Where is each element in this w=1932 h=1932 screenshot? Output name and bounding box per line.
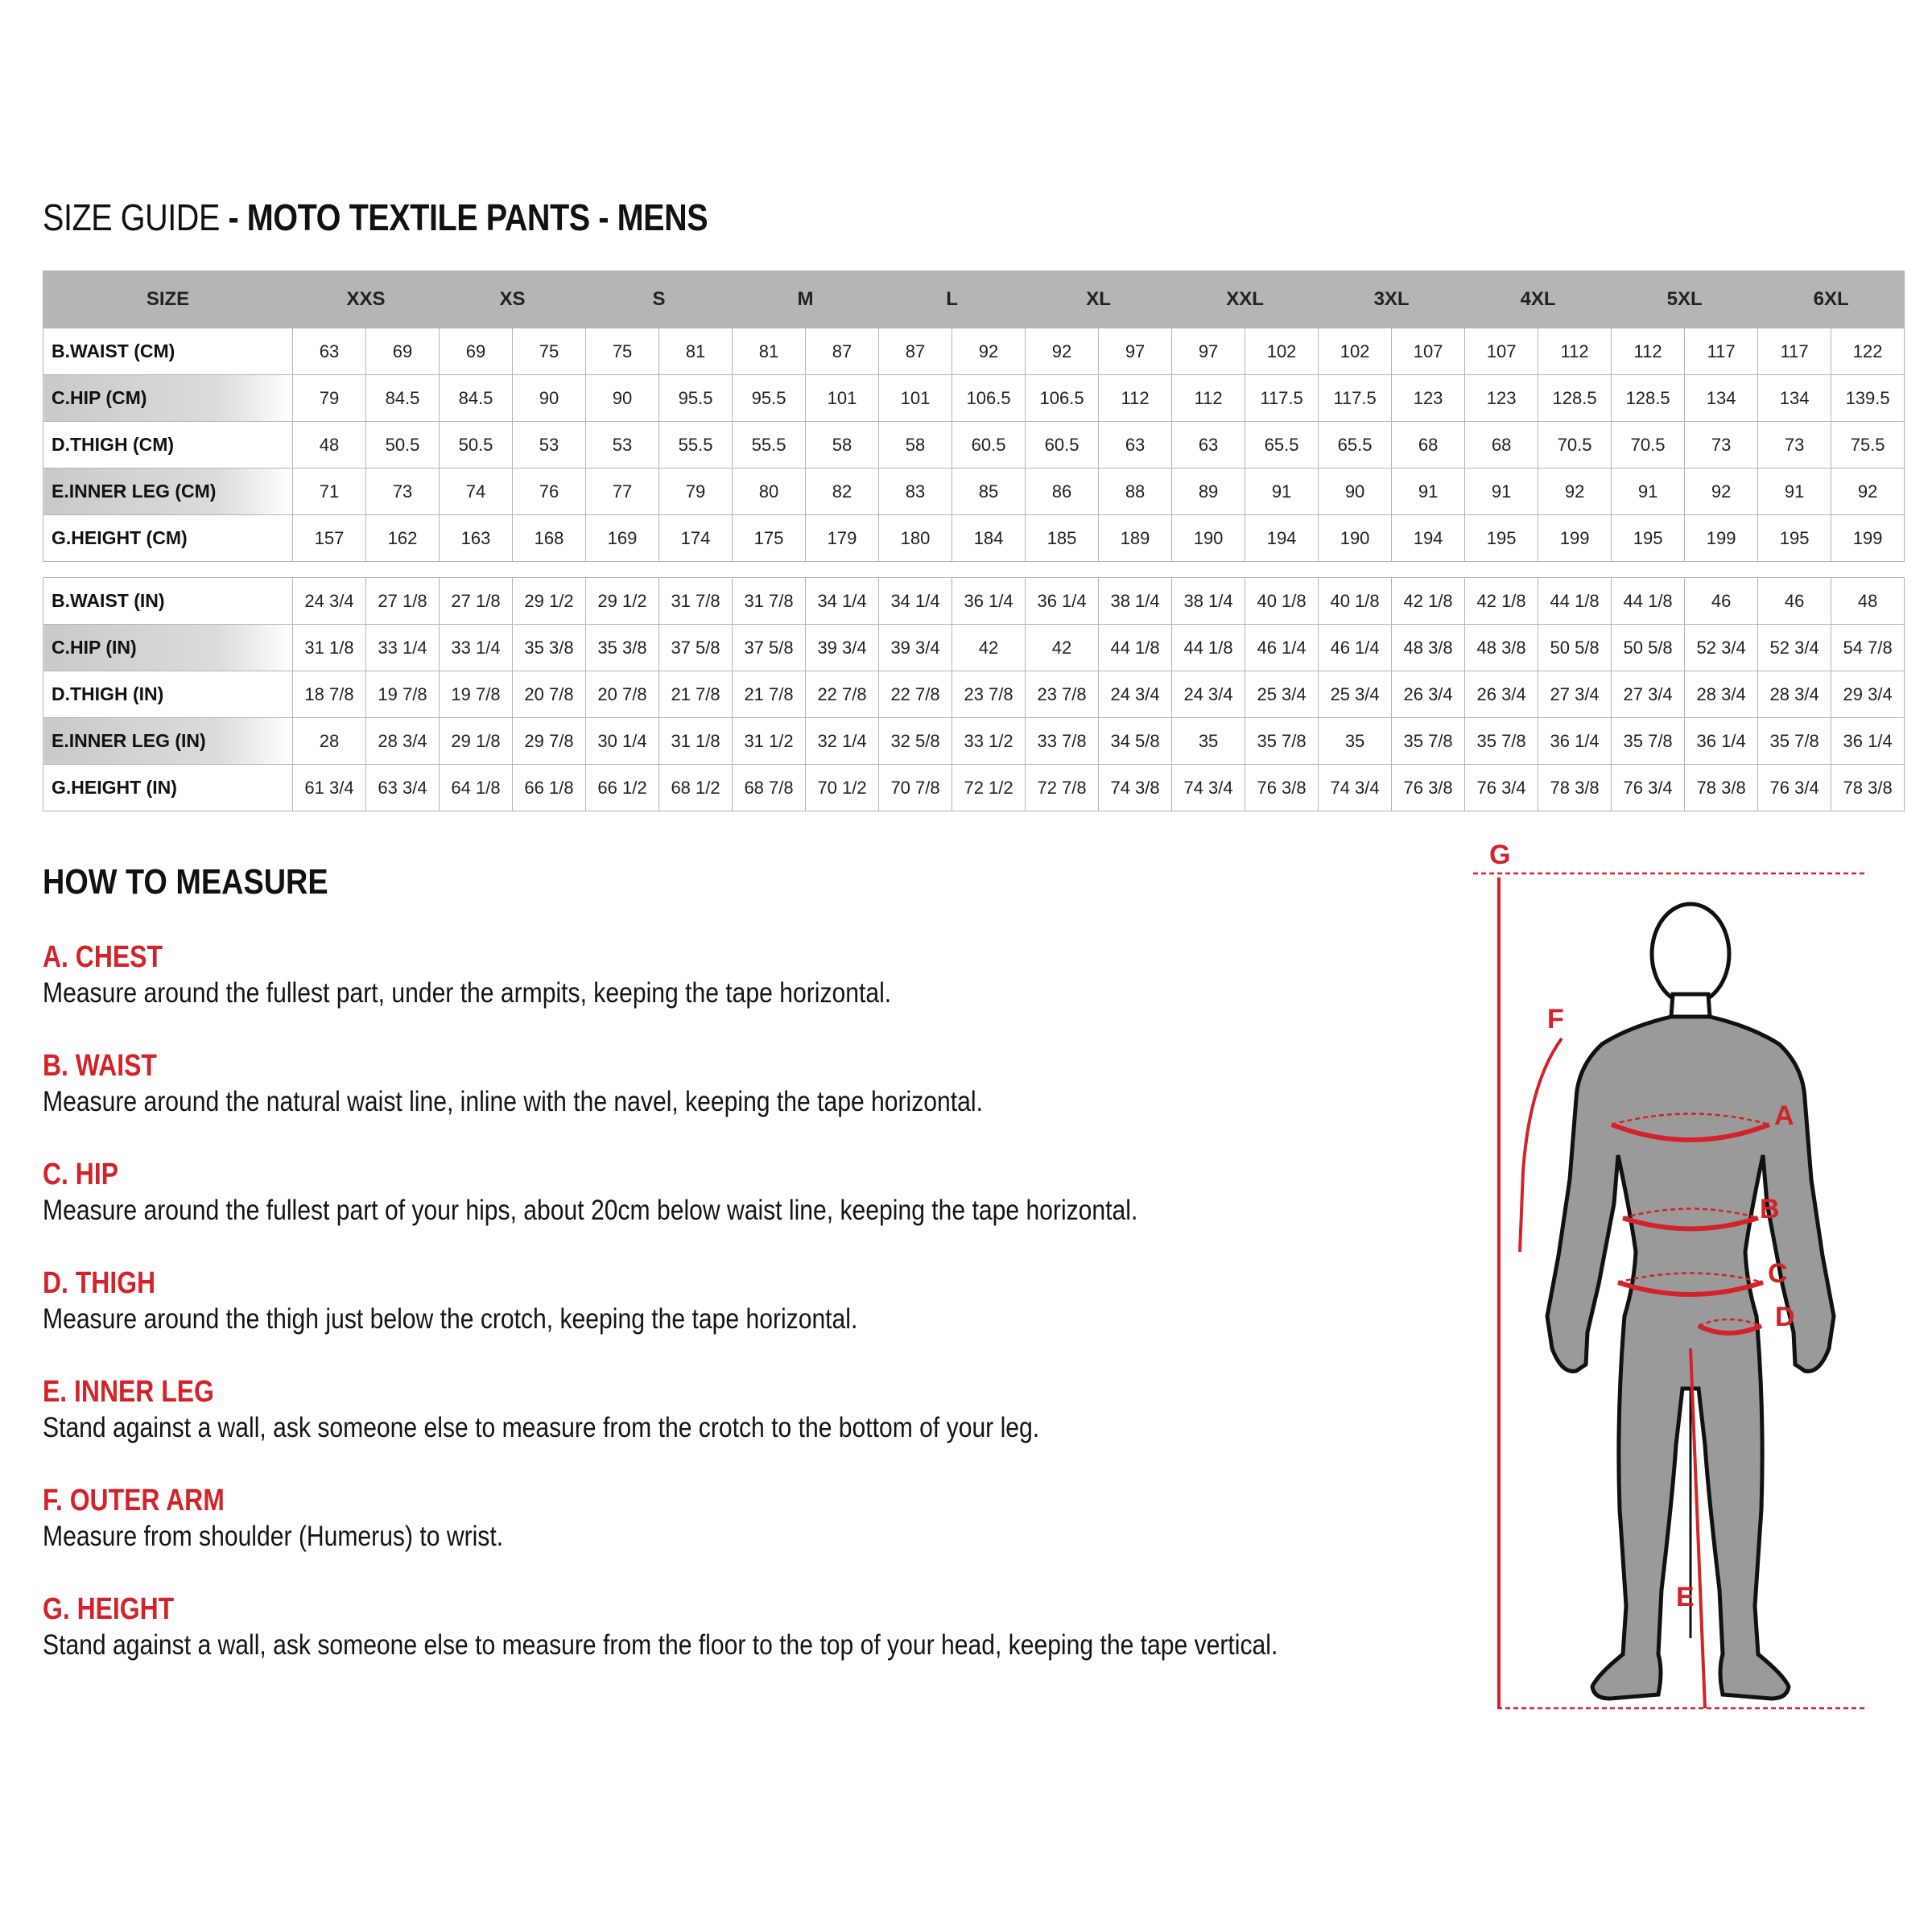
outer-arm-curve	[1520, 1038, 1562, 1252]
table-cell: 50 5/8	[1612, 625, 1685, 671]
table-cell: 25 3/4	[1245, 671, 1319, 718]
table-cell: 92	[1831, 469, 1905, 515]
table-cell: 28 3/4	[366, 718, 440, 765]
table-cell: 36 1/4	[1538, 718, 1612, 765]
table-cell: 34 1/4	[806, 578, 879, 625]
table-cell: 52 3/4	[1685, 625, 1758, 671]
table-cell: 23 7/8	[952, 671, 1026, 718]
table-cell: 195	[1758, 515, 1831, 562]
table-cell: 90	[1319, 469, 1392, 515]
table-cell: 20 7/8	[513, 671, 586, 718]
table-cell: 97	[1172, 328, 1245, 375]
table-cell: 34 5/8	[1099, 718, 1172, 765]
table-cell: 46	[1758, 578, 1831, 625]
table-cell: 38 1/4	[1172, 578, 1245, 625]
table-cell: 91	[1465, 469, 1538, 515]
table-cell: 68	[1392, 422, 1465, 469]
table-cell: 117	[1685, 328, 1758, 375]
table-cell: 88	[1099, 469, 1172, 515]
table-cell: 35 3/8	[513, 625, 586, 671]
table-cell: 70.5	[1538, 422, 1612, 469]
table-cell: 30 1/4	[586, 718, 659, 765]
table-cell: 28	[293, 718, 366, 765]
measure-item	[43, 1047, 1476, 1156]
table-row	[43, 671, 1905, 718]
table-cell: 63	[1099, 422, 1172, 469]
table-cell: 42	[952, 625, 1026, 671]
table-cell: 106.5	[952, 375, 1026, 422]
measure-item	[43, 939, 1476, 1047]
table-cell: 117.5	[1319, 375, 1392, 422]
table-cell: 128.5	[1612, 375, 1685, 422]
table-cell: 22 7/8	[879, 671, 952, 718]
table-cell: 48 3/8	[1465, 625, 1538, 671]
measure-heading: C. HIP	[43, 1158, 119, 1191]
table-row	[43, 718, 1905, 765]
table-cell: 60.5	[1026, 422, 1099, 469]
table-cell: 70.5	[1612, 422, 1685, 469]
table-cell: 91	[1392, 469, 1465, 515]
table-row	[43, 422, 1905, 469]
table-cell: 27 1/8	[366, 578, 440, 625]
table-cell: 84.5	[366, 375, 440, 422]
row-label: B.WAIST (CM)	[43, 328, 293, 375]
table-cell: 92	[952, 328, 1026, 375]
table-cell: 52 3/4	[1758, 625, 1831, 671]
table-cell: 24 3/4	[293, 578, 366, 625]
table-cell: 32 5/8	[879, 718, 952, 765]
table-cell: 48 3/8	[1392, 625, 1465, 671]
table-cell: 79	[659, 469, 733, 515]
table-cell: 101	[879, 375, 952, 422]
table-cell: 86	[1026, 469, 1099, 515]
table-cell: 63 3/4	[366, 765, 440, 811]
table-cell: 36 1/4	[1026, 578, 1099, 625]
table-cell: 65.5	[1245, 422, 1319, 469]
table-cell: 33 1/2	[952, 718, 1026, 765]
table-cell: 28 3/4	[1758, 671, 1831, 718]
table-cell: 35	[1319, 718, 1392, 765]
table-cell: 195	[1465, 515, 1538, 562]
title-light: SIZE GUIDE	[43, 196, 220, 238]
table-cell: 23 7/8	[1026, 671, 1099, 718]
table-cell: 95.5	[659, 375, 733, 422]
table-cell: 77	[586, 469, 659, 515]
size-header-4xl: 4XL	[1465, 271, 1612, 328]
table-cell: 37 5/8	[733, 625, 806, 671]
figure-head	[1652, 904, 1729, 1004]
table-cell: 78 3/8	[1685, 765, 1758, 811]
table-cell: 185	[1026, 515, 1099, 562]
table-cell: 50.5	[440, 422, 513, 469]
table-cell: 123	[1392, 375, 1465, 422]
measure-item	[43, 1482, 1476, 1591]
table-cell: 70 1/2	[806, 765, 879, 811]
table-cell: 66 1/8	[513, 765, 586, 811]
size-header-row	[43, 271, 1905, 328]
label-c: C	[1768, 1258, 1788, 1289]
table-cell: 168	[513, 515, 586, 562]
size-header-6xl: 6XL	[1758, 271, 1905, 328]
table-cell: 22 7/8	[806, 671, 879, 718]
table-cell: 39 3/4	[879, 625, 952, 671]
table-cell: 65.5	[1319, 422, 1392, 469]
table-cell: 75	[586, 328, 659, 375]
table-cell: 29 1/2	[513, 578, 586, 625]
table-cell: 46	[1685, 578, 1758, 625]
size-header-xl: XL	[1026, 271, 1172, 328]
measure-description: Measure around the fullest part of your hips, about 20cm below waist line, keeping the tape horizontal.	[43, 1195, 1138, 1226]
table-cell: 134	[1685, 375, 1758, 422]
table-cell: 102	[1319, 328, 1392, 375]
table-cell: 199	[1538, 515, 1612, 562]
table-cell: 101	[806, 375, 879, 422]
measure-description: Measure around the thigh just below the crotch, keeping the tape horizontal.	[43, 1303, 858, 1335]
table-cell: 42 1/8	[1465, 578, 1538, 625]
table-cell: 20 7/8	[586, 671, 659, 718]
table-cell: 61 3/4	[293, 765, 366, 811]
measure-heading: E. INNER LEG	[43, 1375, 214, 1409]
table-cell: 90	[513, 375, 586, 422]
title-bold: - MOTO TEXTILE PANTS - MENS	[228, 196, 708, 238]
measure-heading: G. HEIGHT	[43, 1592, 175, 1626]
table-cell: 33 7/8	[1026, 718, 1099, 765]
table-cell: 175	[733, 515, 806, 562]
table-cell: 123	[1465, 375, 1538, 422]
table-cell: 75	[513, 328, 586, 375]
table-cell: 37 5/8	[659, 625, 733, 671]
table-cell: 89	[1172, 469, 1245, 515]
table-cell: 26 3/4	[1392, 671, 1465, 718]
table-cell: 68	[1465, 422, 1538, 469]
table-row	[43, 578, 1905, 625]
table-cell: 46 1/4	[1319, 625, 1392, 671]
table-cell: 194	[1245, 515, 1319, 562]
table-cell: 69	[366, 328, 440, 375]
table-cell: 35 3/8	[586, 625, 659, 671]
table-cell: 55.5	[659, 422, 733, 469]
table-cell: 27 3/4	[1538, 671, 1612, 718]
table-cell: 40 1/8	[1245, 578, 1319, 625]
table-spacer-row	[43, 562, 1905, 578]
table-cell: 58	[806, 422, 879, 469]
table-cell: 163	[440, 515, 513, 562]
table-cell: 46 1/4	[1245, 625, 1319, 671]
table-cell: 74 3/8	[1099, 765, 1172, 811]
row-label: C.HIP (CM)	[43, 375, 293, 422]
table-cell: 33 1/4	[366, 625, 440, 671]
table-cell: 97	[1099, 328, 1172, 375]
table-cell: 189	[1099, 515, 1172, 562]
table-cell: 92	[1685, 469, 1758, 515]
measure-description: Stand against a wall, ask someone else to measure from the crotch to the bottom of your leg.	[43, 1412, 1040, 1443]
table-cell: 53	[513, 422, 586, 469]
measure-item	[43, 1591, 1476, 1699]
table-cell: 21 7/8	[733, 671, 806, 718]
table-cell: 36 1/4	[1685, 718, 1758, 765]
table-cell: 74 3/4	[1172, 765, 1245, 811]
table-cell: 44 1/8	[1099, 625, 1172, 671]
table-cell: 35 7/8	[1465, 718, 1538, 765]
table-cell: 76 3/4	[1758, 765, 1831, 811]
row-label: C.HIP (IN)	[43, 625, 293, 671]
table-cell: 78 3/8	[1538, 765, 1612, 811]
table-cell: 35 7/8	[1612, 718, 1685, 765]
table-cell: 87	[806, 328, 879, 375]
table-cell: 48	[1831, 578, 1905, 625]
size-header-label: SIZE	[43, 271, 293, 328]
row-label: D.THIGH (IN)	[43, 671, 293, 718]
measure-heading: B. WAIST	[43, 1049, 157, 1083]
table-cell: 34 1/4	[879, 578, 952, 625]
table-cell: 68 1/2	[659, 765, 733, 811]
table-cell: 190	[1319, 515, 1392, 562]
table-cell: 54 7/8	[1831, 625, 1905, 671]
table-cell: 31 1/8	[293, 625, 366, 671]
measure-description: Measure around the fullest part, under the armpits, keeping the tape horizontal.	[43, 977, 892, 1009]
table-cell: 50 5/8	[1538, 625, 1612, 671]
label-d: D	[1775, 1302, 1795, 1332]
table-cell: 63	[1172, 422, 1245, 469]
table-cell: 39 3/4	[806, 625, 879, 671]
table-cell: 71	[293, 469, 366, 515]
measure-description: Measure from shoulder (Humerus) to wrist.	[43, 1521, 504, 1552]
table-cell: 107	[1392, 328, 1465, 375]
table-cell: 72 7/8	[1026, 765, 1099, 811]
table-cell: 83	[879, 469, 952, 515]
table-cell: 19 7/8	[366, 671, 440, 718]
table-cell: 31 7/8	[659, 578, 733, 625]
table-cell: 194	[1392, 515, 1465, 562]
table-cell: 75.5	[1831, 422, 1905, 469]
measure-heading: D. THIGH	[43, 1266, 156, 1300]
table-cell: 157	[293, 515, 366, 562]
measure-heading: F. OUTER ARM	[43, 1484, 225, 1517]
table-cell: 199	[1831, 515, 1905, 562]
table-cell: 91	[1612, 469, 1685, 515]
table-cell: 32 1/4	[806, 718, 879, 765]
table-cell: 38 1/4	[1099, 578, 1172, 625]
table-cell: 95.5	[733, 375, 806, 422]
table-cell: 76 3/8	[1245, 765, 1319, 811]
table-cell: 48	[293, 422, 366, 469]
measure-item	[43, 1156, 1476, 1265]
table-cell: 106.5	[1026, 375, 1099, 422]
row-label: E.INNER LEG (CM)	[43, 469, 293, 515]
table-cell: 184	[952, 515, 1026, 562]
table-cell: 35 7/8	[1245, 718, 1319, 765]
table-cell: 42	[1026, 625, 1099, 671]
table-row	[43, 625, 1905, 671]
table-cell: 58	[879, 422, 952, 469]
table-cell: 79	[293, 375, 366, 422]
table-row	[43, 515, 1905, 562]
table-cell: 35	[1172, 718, 1245, 765]
table-cell: 73	[366, 469, 440, 515]
table-cell: 25 3/4	[1319, 671, 1392, 718]
table-cell: 33 1/4	[440, 625, 513, 671]
body-measurement-diagram	[1465, 833, 1884, 1743]
row-label: B.WAIST (IN)	[43, 578, 293, 625]
how-to-measure-heading: HOW TO MEASURE	[43, 862, 328, 902]
table-cell: 195	[1612, 515, 1685, 562]
table-cell: 190	[1172, 515, 1245, 562]
table-cell: 64 1/8	[440, 765, 513, 811]
table-cell: 42 1/8	[1392, 578, 1465, 625]
table-cell: 29 1/8	[440, 718, 513, 765]
table-cell: 69	[440, 328, 513, 375]
table-cell: 19 7/8	[440, 671, 513, 718]
table-cell: 28 3/4	[1685, 671, 1758, 718]
label-b: B	[1760, 1194, 1780, 1224]
table-cell: 29 3/4	[1831, 671, 1905, 718]
table-cell: 91	[1245, 469, 1319, 515]
table-cell: 44 1/8	[1538, 578, 1612, 625]
size-header-xxl: XXL	[1172, 271, 1319, 328]
measure-description: Stand against a wall, ask someone else to measure from the floor to the top of your head, keeping the tape vertical.	[43, 1629, 1278, 1661]
table-cell: 179	[806, 515, 879, 562]
table-cell: 128.5	[1538, 375, 1612, 422]
size-header-m: M	[733, 271, 879, 328]
table-cell: 122	[1831, 328, 1905, 375]
row-label: E.INNER LEG (IN)	[43, 718, 293, 765]
table-cell: 66 1/2	[586, 765, 659, 811]
table-cell: 68 7/8	[733, 765, 806, 811]
table-cell: 117	[1758, 328, 1831, 375]
table-cell: 180	[879, 515, 952, 562]
table-cell: 31 1/8	[659, 718, 733, 765]
table-cell: 76 3/4	[1612, 765, 1685, 811]
table-cell: 78 3/8	[1831, 765, 1905, 811]
size-header-s: S	[586, 271, 733, 328]
label-e: E	[1676, 1582, 1695, 1612]
table-cell: 90	[586, 375, 659, 422]
table-cell: 21 7/8	[659, 671, 733, 718]
table-cell: 80	[733, 469, 806, 515]
table-cell: 44 1/8	[1172, 625, 1245, 671]
table-cell: 199	[1685, 515, 1758, 562]
table-cell: 76	[513, 469, 586, 515]
table-cell: 26 3/4	[1465, 671, 1538, 718]
table-cell: 112	[1538, 328, 1612, 375]
measure-instructions	[43, 939, 1476, 1699]
table-row	[43, 328, 1905, 375]
table-cell: 31 1/2	[733, 718, 806, 765]
size-header-xxs: XXS	[293, 271, 440, 328]
size-chart-table	[43, 270, 1905, 811]
table-cell: 76 3/8	[1392, 765, 1465, 811]
label-f: F	[1547, 1004, 1564, 1034]
table-cell: 91	[1758, 469, 1831, 515]
table-cell: 31 7/8	[733, 578, 806, 625]
table-cell: 27 1/8	[440, 578, 513, 625]
table-cell: 74	[440, 469, 513, 515]
table-cell: 55.5	[733, 422, 806, 469]
table-cell: 35 7/8	[1392, 718, 1465, 765]
measure-item	[43, 1265, 1476, 1373]
table-cell: 169	[586, 515, 659, 562]
size-header-5xl: 5XL	[1612, 271, 1758, 328]
table-cell: 81	[659, 328, 733, 375]
table-cell: 63	[293, 328, 366, 375]
table-cell: 82	[806, 469, 879, 515]
row-label: G.HEIGHT (IN)	[43, 765, 293, 811]
table-cell: 29 1/2	[586, 578, 659, 625]
table-cell: 102	[1245, 328, 1319, 375]
table-cell: 174	[659, 515, 733, 562]
table-cell: 85	[952, 469, 1026, 515]
table-cell: 72 1/2	[952, 765, 1026, 811]
table-row	[43, 469, 1905, 515]
size-header-l: L	[879, 271, 1026, 328]
measure-item	[43, 1373, 1476, 1482]
row-label: D.THIGH (CM)	[43, 422, 293, 469]
table-cell: 76 3/4	[1465, 765, 1538, 811]
table-cell: 29 7/8	[513, 718, 586, 765]
table-cell: 24 3/4	[1099, 671, 1172, 718]
table-cell: 35 7/8	[1758, 718, 1831, 765]
table-cell: 107	[1465, 328, 1538, 375]
table-cell: 36 1/4	[952, 578, 1026, 625]
page-title	[43, 193, 708, 242]
label-g: G	[1489, 840, 1511, 870]
table-cell: 73	[1685, 422, 1758, 469]
table-cell: 60.5	[952, 422, 1026, 469]
table-cell: 112	[1099, 375, 1172, 422]
table-cell: 139.5	[1831, 375, 1905, 422]
table-cell: 40 1/8	[1319, 578, 1392, 625]
label-a: A	[1774, 1100, 1794, 1131]
table-cell: 162	[366, 515, 440, 562]
table-cell: 18 7/8	[293, 671, 366, 718]
table-cell: 134	[1758, 375, 1831, 422]
table-cell: 73	[1758, 422, 1831, 469]
table-cell: 36 1/4	[1831, 718, 1905, 765]
row-label: G.HEIGHT (CM)	[43, 515, 293, 562]
table-row	[43, 765, 1905, 811]
table-cell: 27 3/4	[1612, 671, 1685, 718]
size-header-xs: XS	[440, 271, 586, 328]
table-cell: 74 3/4	[1319, 765, 1392, 811]
table-cell: 70 7/8	[879, 765, 952, 811]
table-cell: 24 3/4	[1172, 671, 1245, 718]
table-cell: 117.5	[1245, 375, 1319, 422]
table-cell: 112	[1612, 328, 1685, 375]
table-cell: 92	[1538, 469, 1612, 515]
measure-description: Measure around the natural waist line, inline with the navel, keeping the tape horizontal.	[43, 1086, 983, 1117]
table-cell: 84.5	[440, 375, 513, 422]
table-cell: 112	[1172, 375, 1245, 422]
size-header-3xl: 3XL	[1319, 271, 1465, 328]
table-row	[43, 375, 1905, 422]
measure-heading: A. CHEST	[43, 940, 163, 974]
table-cell: 92	[1026, 328, 1099, 375]
table-spacer-cell	[43, 562, 1905, 578]
table-cell: 53	[586, 422, 659, 469]
table-cell: 44 1/8	[1612, 578, 1685, 625]
figure-neck	[1671, 994, 1710, 1017]
table-cell: 81	[733, 328, 806, 375]
table-cell: 50.5	[366, 422, 440, 469]
table-cell: 87	[879, 328, 952, 375]
